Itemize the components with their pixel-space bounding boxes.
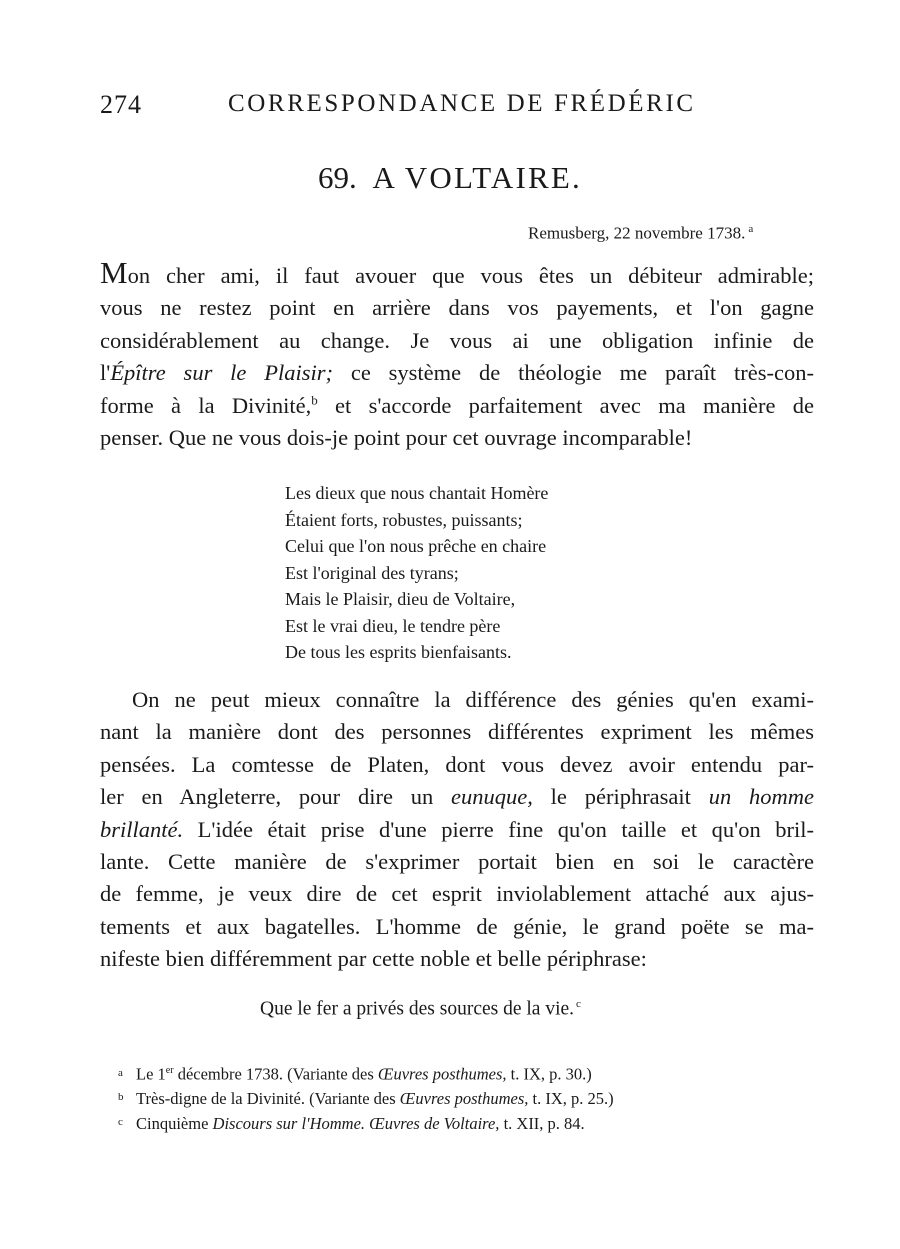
poem-line: Étaient forts, robustes, puissants;: [285, 509, 523, 530]
footnote-ref-b: b: [311, 392, 318, 408]
dateline: [528, 223, 753, 244]
footnote-b: b Très-digne de la Divinité. (Variante des Œuvres posthumes, t. IX, p. 25.): [118, 1086, 614, 1111]
letter-recipient: A VOLTAIRE.: [372, 160, 582, 195]
paragraph-1-line-5: forme à la Divinité,$^b$ et s'accorde parfaitement avec ma manière de: [100, 392, 814, 418]
paragraph-2-line-2: nant la manière dont des personnes différentes expriment les mêmes: [100, 719, 814, 745]
paragraph-1-line-4: l'Épître sur le Plaisir; ce système de théologie me paraît très-con-: [100, 360, 814, 386]
footnote-ref-a: a: [748, 223, 754, 235]
poem-line: Celui que l'on nous prêche en chaire: [285, 536, 547, 556]
paragraph-1: [100, 260, 814, 454]
poem-verse: [285, 480, 548, 666]
paragraph-2-line-4: ler en Angleterre, pour dire un eunuque, le périphrasait un homme: [100, 784, 814, 810]
letter-number: 69.: [318, 160, 357, 195]
running-head: CORRESPONDANCE DE FRÉDÉRIC: [228, 90, 696, 117]
footnote-ref-c: c: [576, 998, 581, 1010]
paragraph-1-line-3: considérablement au change. Je vous ai une obligation infinie de: [100, 327, 814, 353]
letter-title: [318, 160, 582, 196]
footnote-mark: b: [118, 1091, 124, 1103]
footnote-c: c Cinquième Discours sur l'Homme. Œuvres de Voltaire, t. XII, p. 84.: [118, 1111, 614, 1136]
footnote-a: a Le 1er décembre 1738. (Variante des Œuvres posthumes, t. IX, p. 30.): [118, 1060, 614, 1086]
poem-line: Est l'original des tyrans;: [285, 562, 459, 583]
work-title-epitre: Épître sur le Plaisir;: [110, 360, 333, 386]
paragraph-2-line-8: tements et aux bagatelles. L'homme de génie, le grand poëte se ma-: [100, 913, 814, 939]
dateline-text: Remusberg, 22 novembre 1738.: [528, 223, 746, 243]
paragraph-2: [100, 684, 814, 976]
poem-line: Les dieux que nous chantait Homère: [285, 483, 549, 503]
quoted-verse: [260, 998, 581, 1021]
poem-line: De tous les esprits bienfaisants.: [285, 642, 512, 662]
paragraph-1-line-6: penser. Que ne vous dois-je point pour cet ouvrage incomparable!: [100, 424, 693, 450]
page-number: 274: [100, 90, 142, 119]
italic-un-homme: un homme: [708, 784, 814, 810]
quoted-verse-text: Que le fer a privés des sources de la vie.: [260, 998, 575, 1020]
italic-eunuque: eunuque,: [451, 784, 533, 810]
paragraph-2-line-1: On ne peut mieux connaître la différence des génies qu'en exami-: [132, 687, 814, 712]
poem-line: Mais le Plaisir, dieu de Voltaire,: [285, 589, 516, 609]
poem-line: Est le vrai dieu, le tendre père: [285, 615, 501, 636]
paragraph-2-line-5: brillanté. L'idée était prise d'une pierre fine qu'on taille et qu'on bril-: [100, 816, 814, 842]
paragraph-2-line-9: nifeste bien différemment par cette noble et belle périphrase:: [100, 946, 647, 972]
paragraph-2-line-7: de femme, je veux dire de cet esprit inviolablement attaché aux ajus-: [100, 881, 814, 907]
paragraph-1-line-1: Mon cher ami, il faut avouer que vous êtes un débiteur admirable;: [100, 260, 814, 292]
footnote-mark: c: [118, 1115, 123, 1128]
paragraph-2-line-6: lante. Cette manière de s'exprimer portait bien en soi le caractère: [100, 848, 814, 874]
paragraph-2-line-3: pensées. La comtesse de Platen, dont vous devez avoir entendu par-: [100, 751, 814, 777]
footnote-mark: a: [118, 1066, 123, 1079]
drop-cap: M: [100, 260, 128, 290]
footnotes: [118, 1060, 614, 1135]
italic-brillante: brillanté.: [100, 816, 184, 842]
paragraph-1-line-2: vous ne restez point en arrière dans vos payements, et l'on gagne: [100, 295, 814, 321]
